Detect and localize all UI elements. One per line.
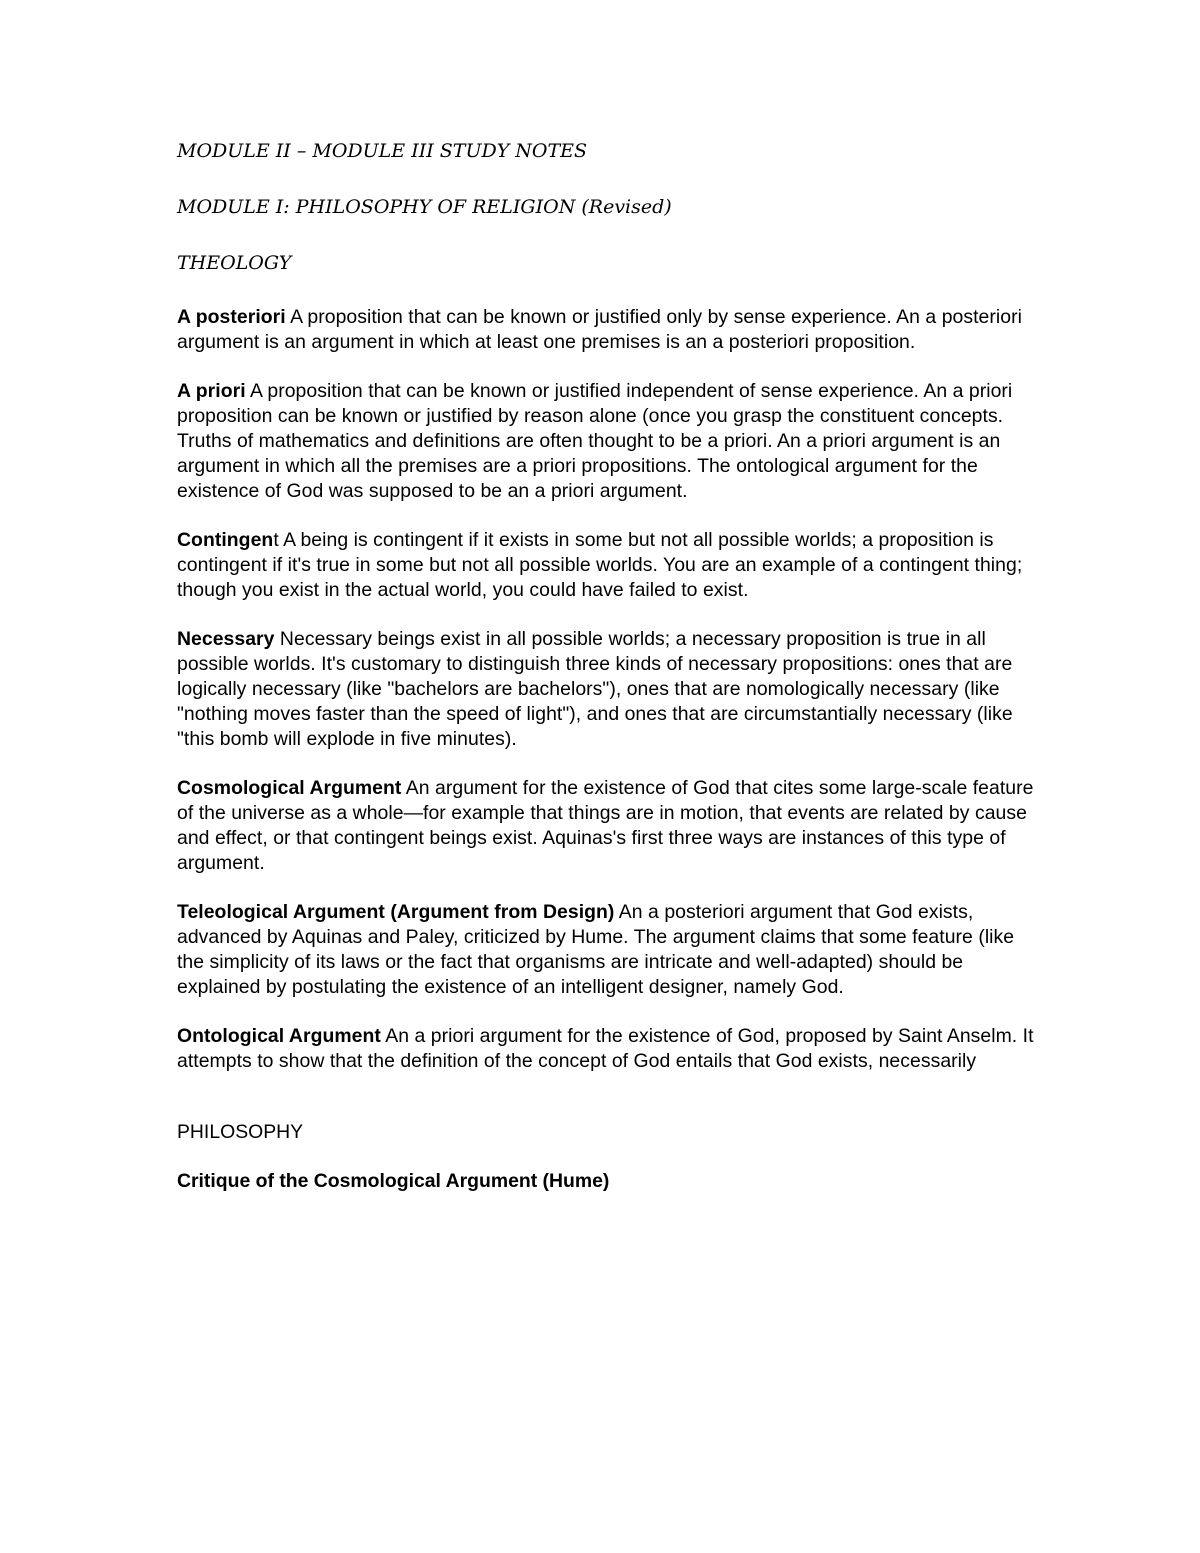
glossary-term: Necessary [177,628,275,651]
glossary-term: Cosmological Argument [177,777,402,800]
section-philosophy-heading: PHILOSOPHY [177,1120,304,1143]
glossary-term: A priori [177,380,246,403]
glossary-definition: An argument for the existence of God that cites some large-scale feature of the universe as a whole—for example that things are in motion, that events are related by cause and effect, or that contingent beings exist. Aquinas's first three ways are instances of this type of argument. [177,777,1034,874]
glossary-term: A posteriori [177,306,286,328]
glossary-entry-cosmological-argument [177,776,1037,875]
document-body [177,138,1037,1194]
section-theology-heading: THEOLOGY [177,252,292,274]
glossary-term: Teleological Argument (Argument from Design) [177,901,615,924]
module-heading: MODULE I: PHILOSOPHY OF RELIGION (Revised) [177,196,672,218]
glossary-entry-contingent [177,528,1037,602]
glossary-definition: A proposition that can be known or justified independent of sense experience. An a priori proposition can be known or justified by reason alone (once you grasp the constituent concepts. Truths of mathematics and definitions are often thought to be a priori. An a priori argument is an argument in which all the premises are a priori propositions. The ontological argument for the existence of God was supposed to be an a priori argument. [177,380,1013,502]
glossary-definition: t A being is contingent if it exists in some but not all possible worlds; a proposition is contingent if it's true in some but not all possible worlds. You are an example of a contingent thing; though you exist in the actual world, you could have failed to exist. [177,529,1023,601]
glossary-entry-teleological-argument [177,900,1037,999]
glossary-definition: A proposition that can be known or justified only by sense experience. An a posteriori argument is an argument in which at least one premises is an a posteriori proposition. [177,306,1022,353]
glossary-definition: An a priori argument for the existence of God, proposed by Saint Anselm. It attempts to show that the definition of the concept of God entails that God exists, necessarily [177,1025,1034,1072]
document-title: MODULE II – MODULE III STUDY NOTES [177,140,588,162]
glossary-entry-necessary [177,627,1037,751]
glossary-entry-a-posteriori [177,305,1037,355]
glossary-term: Ontological Argument [177,1025,381,1048]
glossary-definition: Necessary beings exist in all possible worlds; a necessary proposition is true in all possible worlds. It's customary to distinguish three kinds of necessary propositions: ones that are logically necessary (like "bachelors are bachelors"), ones that are nomologically necessary (like "nothing moves faster than the speed of light"), and ones that are circumstantially necessary (like "this bomb will explode in five minutes). [177,628,1013,750]
critique-subheading: Critique of the Cosmological Argument (Hume) [177,1170,610,1193]
glossary-entry-a-priori [177,379,1037,503]
glossary-entry-ontological-argument [177,1024,1037,1074]
glossary-definition: An a posteriori argument that God exists, advanced by Aquinas and Paley, criticized by Hume. The argument claims that some feature (like the simplicity of its laws or the fact that organisms are intricate and well-adapted) should be explained by postulating the existence of an intelligent designer, namely God. [177,901,1015,998]
glossary-term: Contingen [177,529,274,552]
